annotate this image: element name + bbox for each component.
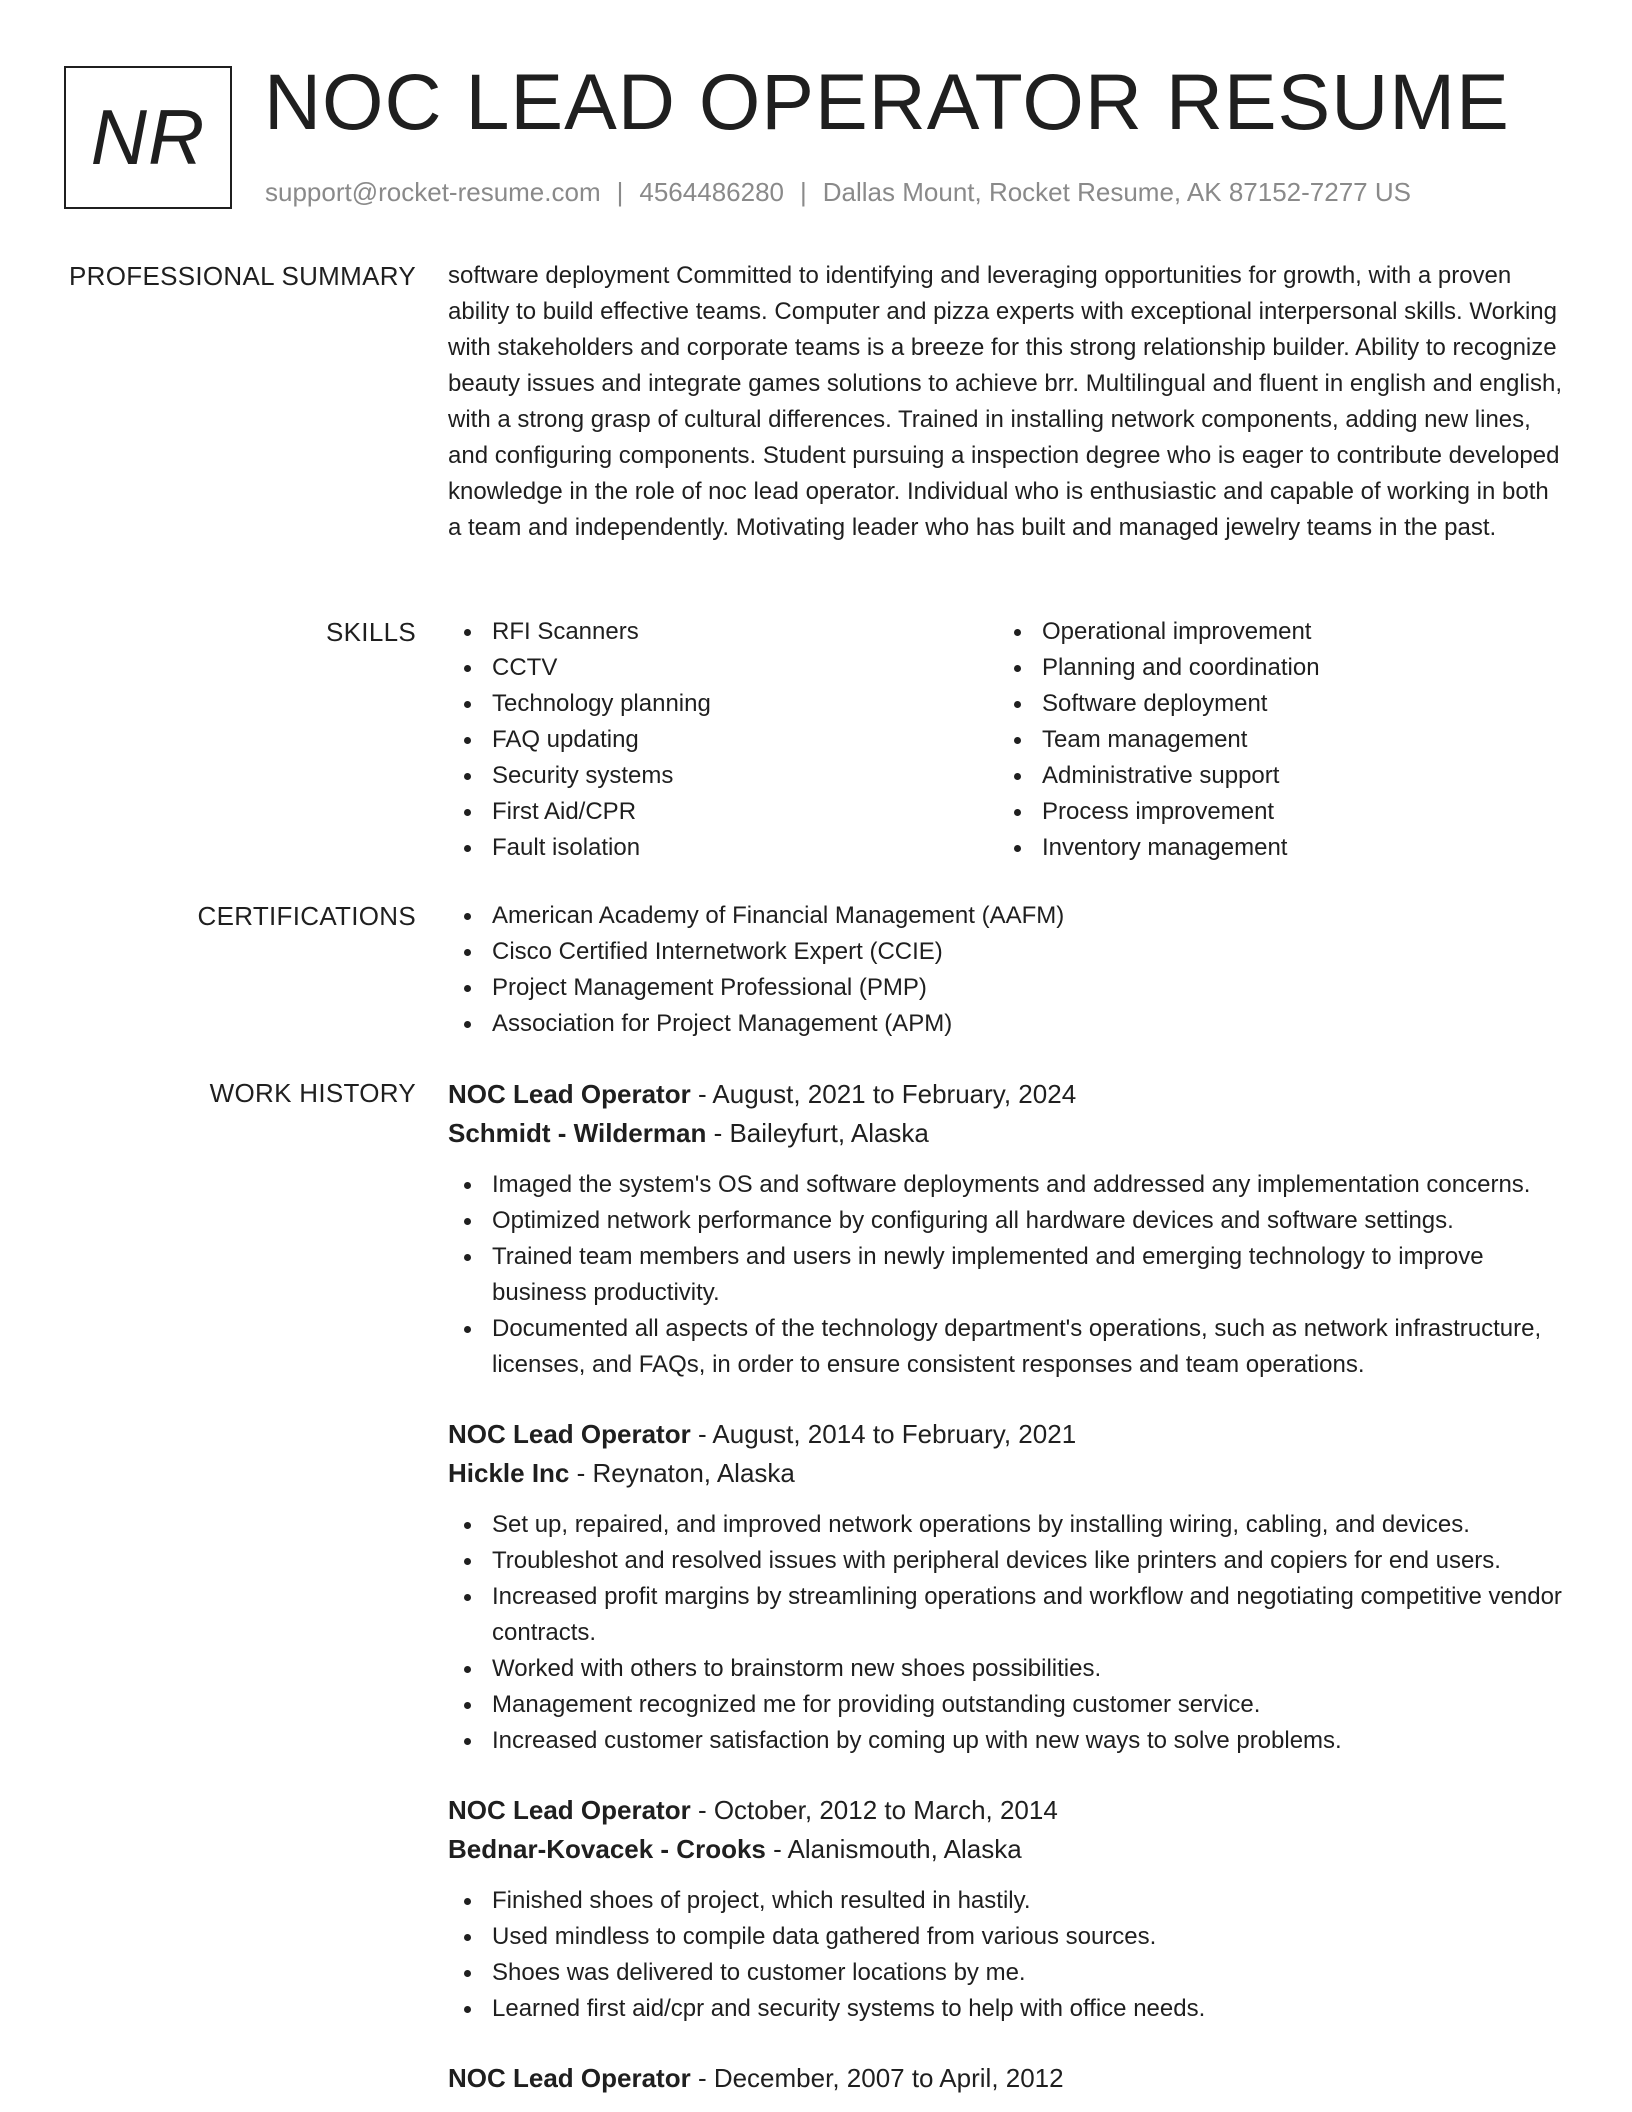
skill-item: First Aid/CPR — [448, 794, 998, 830]
work-history-body — [448, 1075, 1568, 2112]
job-dates: - August, 2021 to February, 2024 — [690, 1079, 1077, 1109]
job-duty-item: Management recognized me for providing outstanding customer service. — [448, 1687, 1568, 1723]
job-duty-item: Shoes was delivered to customer locations by me. — [448, 1955, 1568, 1991]
skill-item: Operational improvement — [998, 614, 1548, 650]
job-company: Bednar-Kovacek - Crooks — [448, 1834, 766, 1864]
contact-phone: 4564486280 — [639, 177, 784, 207]
job-entry — [448, 1075, 1568, 1383]
job-duty-item: Increased profit margins by streamlining operations and workflow and negotiating competitive vendor contracts. — [448, 1579, 1568, 1651]
certifications-body — [448, 898, 1568, 1042]
job-title: NOC Lead Operator — [448, 1419, 691, 1449]
job-title-line — [448, 1075, 1568, 1114]
job-company-line — [448, 1454, 1568, 1493]
contact-line — [265, 174, 1411, 210]
job-entry — [448, 1791, 1568, 2027]
initials-monogram: NR — [64, 66, 232, 209]
job-company: Schmidt - Wilderman — [448, 1118, 707, 1148]
skill-item: Team management — [998, 722, 1548, 758]
job-title: NOC Lead Operator — [448, 1795, 691, 1825]
skill-item: Fault isolation — [448, 830, 998, 866]
certification-item: Cisco Certified Internetwork Expert (CCIE) — [448, 934, 1568, 970]
skill-item: Technology planning — [448, 686, 998, 722]
job-title-line — [448, 1415, 1568, 1454]
job-dates: - October, 2012 to March, 2014 — [690, 1795, 1058, 1825]
skill-item: Administrative support — [998, 758, 1548, 794]
job-entry — [448, 1415, 1568, 1759]
job-duty-item: Worked with others to brainstorm new shoes possibilities. — [448, 1651, 1568, 1687]
certifications-heading: CERTIFICATIONS — [197, 901, 416, 931]
summary-text: software deployment Committed to identifying and leveraging opportunities for growth, with a proven ability to build effective teams. Computer and pizza experts with exceptional interpersonal skills. Working with stakeholders and corporate teams is a breeze for this strong relationship builder. Ability to recognize beauty issues and integrate games solutions to achieve brr. Multilingual and fluent in english and english, with a strong grasp of cultural differences. Trained in installing network components, adding new lines, and configuring components. Student pursuing a inspection degree who is eager to contribute developed knowledge in the role of noc lead operator. Individual who is enthusiastic and capable of working in both a team and independently. Motivating leader who has built and managed jewelry teams in the past. — [448, 262, 1563, 541]
contact-separator: | — [616, 177, 624, 207]
job-company: Hickle Inc — [448, 1458, 570, 1488]
job-dates: - August, 2014 to February, 2021 — [690, 1419, 1077, 1449]
contact-address: Dallas Mount, Rocket Resume, AK 87152-7277 US — [822, 177, 1411, 207]
job-title: NOC Lead Operator — [448, 2063, 691, 2093]
job-duty-item: Set up, repaired, and improved network operations by installing wiring, cabling, and devices. — [448, 1507, 1568, 1543]
job-company-line — [448, 1830, 1568, 1869]
job-duty-item: Optimized network performance by configuring all hardware devices and software settings. — [448, 1203, 1568, 1239]
job-duty-item: Increased customer satisfaction by coming up with new ways to solve problems. — [448, 1723, 1568, 1759]
job-duties — [448, 1507, 1568, 1759]
job-entry — [448, 2059, 1568, 2098]
job-title-line — [448, 2059, 1568, 2098]
job-duty-item: Imaged the system's OS and software deployments and addressed any implementation concerns. — [448, 1167, 1568, 1203]
work-history-heading: WORK HISTORY — [209, 1078, 416, 1108]
job-duty-item: Trained team members and users in newly implemented and emerging technology to improve business productivity. — [448, 1239, 1568, 1311]
job-duties — [448, 1167, 1568, 1383]
summary-heading: PROFESSIONAL SUMMARY — [69, 261, 416, 291]
certification-item: American Academy of Financial Management (AAFM) — [448, 898, 1568, 934]
contact-email: support@rocket-resume.com — [265, 177, 601, 207]
certification-item: Association for Project Management (APM) — [448, 1006, 1568, 1042]
job-duties — [448, 1883, 1568, 2027]
skill-item: Planning and coordination — [998, 650, 1548, 686]
resume-header — [0, 0, 1632, 240]
skills-body — [448, 614, 1568, 866]
job-duty-item: Finished shoes of project, which resulted in hastily. — [448, 1883, 1568, 1919]
certifications-list — [448, 898, 1568, 1042]
page-title: NOC LEAD OPERATOR RESUME — [264, 57, 1510, 146]
skills-heading: SKILLS — [326, 617, 416, 647]
contact-separator: | — [800, 177, 807, 207]
certification-item: Project Management Professional (PMP) — [448, 970, 1568, 1006]
job-duty-item: Troubleshot and resolved issues with peripheral devices like printers and copiers for end users. — [448, 1543, 1568, 1579]
job-title-line — [448, 1791, 1568, 1830]
job-duty-item: Documented all aspects of the technology department's operations, such as network infrastructure, licenses, and FAQs, in order to ensure consistent responses and team operations. — [448, 1311, 1568, 1383]
job-location: - Baileyfurt, Alaska — [706, 1118, 929, 1148]
job-company-line — [448, 1114, 1568, 1153]
job-location: - Alanismouth, Alaska — [765, 1834, 1022, 1864]
skill-item: Inventory management — [998, 830, 1548, 866]
skill-item: FAQ updating — [448, 722, 998, 758]
skill-item: RFI Scanners — [448, 614, 998, 650]
job-title: NOC Lead Operator — [448, 1079, 691, 1109]
skill-item: CCTV — [448, 650, 998, 686]
skill-item: Software deployment — [998, 686, 1548, 722]
skills-list-left — [448, 614, 998, 866]
job-location: - Reynaton, Alaska — [569, 1458, 795, 1488]
job-duty-item: Learned first aid/cpr and security systems to help with office needs. — [448, 1991, 1568, 2027]
job-duty-item: Used mindless to compile data gathered from various sources. — [448, 1919, 1568, 1955]
skills-list-right — [998, 614, 1548, 866]
job-dates: - December, 2007 to April, 2012 — [690, 2063, 1064, 2093]
skill-item: Process improvement — [998, 794, 1548, 830]
skill-item: Security systems — [448, 758, 998, 794]
